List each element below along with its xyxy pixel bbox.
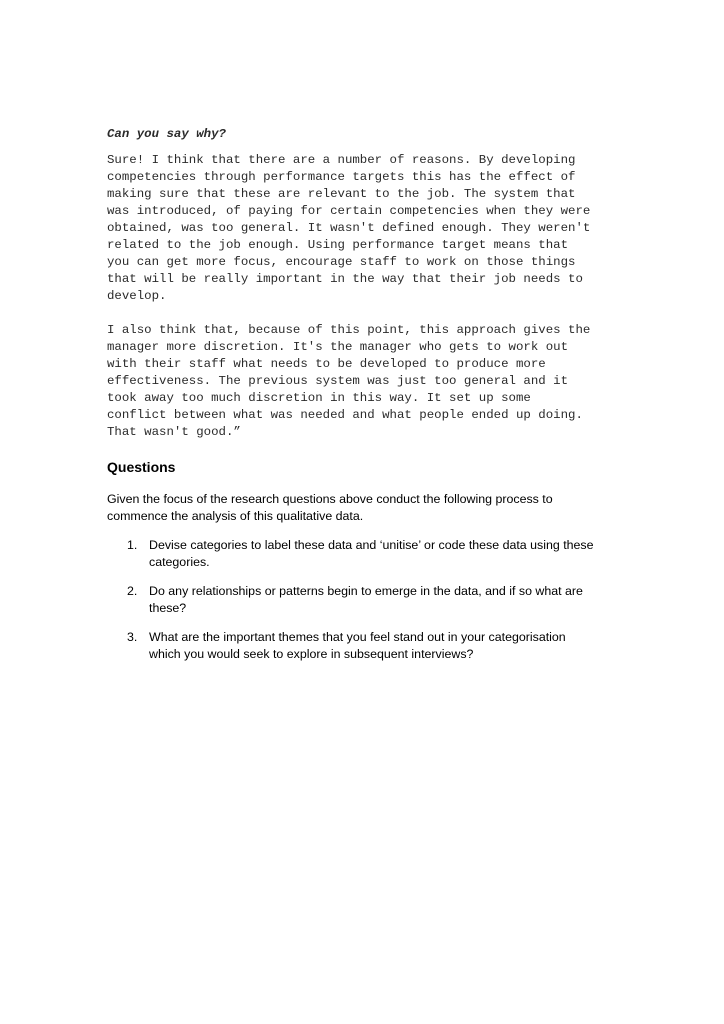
question-item-3	[107, 629, 627, 663]
answer-paragraph-2: I also think that, because of this point, this approach gives the manager more discretion. It's the manager who gets to work out with their staff what needs to be developed to produce more effectiveness. The previous system was just too general and it took away too much discretion in this way. It set up some conflict between what was needed and what people ended up doing. That wasn't good.”	[107, 323, 591, 439]
question-text: Devise categories to label these data and ‘unitise’ or code these data using these categories.	[149, 538, 594, 569]
question-text: What are the important themes that you feel stand out in your categorisation which you would seek to explore in subsequent interviews?	[149, 630, 566, 661]
question-item-2	[107, 583, 627, 617]
answer-paragraph-1: Sure! I think that there are a number of reasons. By developing competencies through performance targets this has the effect of making sure that these are relevant to the job. The system that was introduced, of paying for certain competencies when they were obtained, was too general. It wasn't defined enough. They weren't related to the job enough. Using performance target means that you can get more focus, encourage staff to work on those things that will be really important in the way that their job needs to develop.	[107, 153, 591, 303]
questions-heading: Questions	[107, 459, 176, 475]
question-number: 3.	[127, 630, 138, 644]
question-item-1	[107, 537, 627, 571]
question-number: 2.	[127, 584, 138, 598]
questions-list	[107, 537, 627, 675]
question-text: Do any relationships or patterns begin to emerge in the data, and if so what are these?	[149, 584, 583, 615]
questions-intro: Given the focus of the research questions above conduct the following process to commence the analysis of this qualitative data.	[107, 492, 553, 523]
interview-question: Can you say why?	[107, 127, 226, 141]
question-number: 1.	[127, 538, 138, 552]
